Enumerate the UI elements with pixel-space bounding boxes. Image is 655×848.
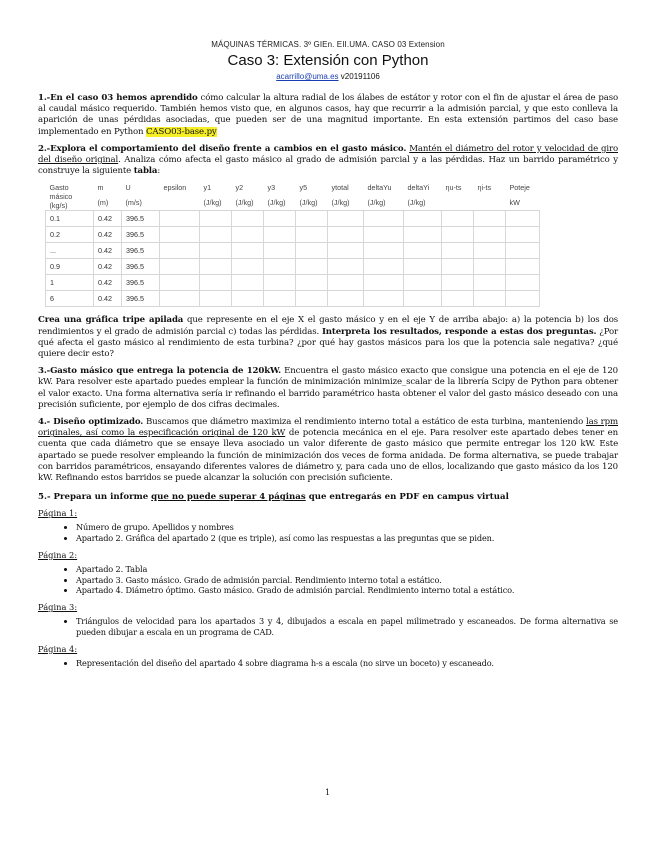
cell-mass-flow: 0.9	[46, 259, 94, 275]
section-1	[38, 93, 618, 138]
empty-cell	[264, 291, 296, 307]
empty-cell	[506, 211, 540, 227]
section-4-text: Buscamos que diámetro maximiza el rendimiento interno total a estático de esta turbina, manteniendo	[143, 417, 586, 428]
empty-cell	[264, 211, 296, 227]
interpret-heading: Interpreta los resultados, responde a estas dos preguntas.	[321, 326, 597, 337]
section-4-heading: 4.- Diseño optimizado.	[38, 417, 144, 428]
empty-cell	[506, 227, 540, 243]
empty-cell	[160, 291, 200, 307]
table-row	[46, 259, 540, 275]
header-cell	[160, 183, 200, 211]
header-unit: (J/kg)	[203, 198, 222, 208]
header-cell	[364, 183, 404, 211]
empty-cell	[506, 259, 540, 275]
empty-cell	[264, 259, 296, 275]
table-row	[46, 291, 540, 307]
empty-cell	[404, 291, 442, 307]
parametric-table	[45, 183, 540, 307]
empty-cell	[328, 211, 364, 227]
section-2-colon: :	[157, 166, 161, 177]
empty-cell	[506, 291, 540, 307]
header-top: ηu-ts	[445, 183, 462, 193]
empty-cell	[442, 211, 474, 227]
section-2-table-word: tabla	[133, 166, 158, 177]
empty-cell	[442, 243, 474, 259]
empty-cell	[474, 243, 506, 259]
section-5-text: 5.- Prepara un informe	[38, 492, 152, 503]
base-file-highlight: CASO03-base.py	[145, 126, 217, 137]
empty-cell	[160, 259, 200, 275]
cell-m: 0.42	[94, 291, 122, 307]
empty-cell	[506, 275, 540, 291]
header-top: Gasto másico	[49, 183, 73, 202]
empty-cell	[404, 227, 442, 243]
list-item: • Apartado 4. Diámetro óptimo. Gasto másico. Grado de admisión parcial. Rendimiento interno total a estático.	[76, 585, 618, 596]
page-number: 1	[324, 788, 331, 797]
header-unit: (J/kg)	[331, 198, 350, 208]
section-4	[38, 417, 618, 484]
empty-cell	[160, 211, 200, 227]
header-unit: (J/kg)	[267, 198, 286, 208]
table-header-row	[46, 183, 540, 211]
page-2-list	[38, 564, 618, 596]
header-unit: (J/kg)	[407, 198, 426, 208]
empty-cell	[232, 259, 264, 275]
header-cell	[122, 183, 160, 211]
header-unit: (J/kg)	[235, 198, 254, 208]
header-cell	[442, 183, 474, 211]
questions-text: ¿Por qué afecta el gasto másico al rendimiento de esta turbina? ¿por qué hay gastos másicos para los que la potencia sale negativa? ¿qué quiere decir esto?	[38, 326, 618, 360]
section-1-heading: 1.-En el caso 03 hemos aprendido	[38, 93, 198, 103]
list-item: • Triángulos de velocidad para los apartados 3 y 4, dibujados a escala en papel milimetrado y escaneados. De forma alternativa se pueden dibujar a escala en un programa de CAD.	[76, 616, 618, 638]
empty-cell	[296, 227, 328, 243]
cell-m: 0.42	[94, 243, 122, 259]
cell-u: 396.5	[122, 227, 160, 243]
empty-cell	[364, 227, 404, 243]
header-unit: kW	[509, 198, 520, 208]
empty-cell	[160, 243, 200, 259]
header-cell	[296, 183, 328, 211]
page-2-label: Página 2:	[38, 549, 78, 560]
empty-cell	[200, 211, 232, 227]
empty-cell	[232, 275, 264, 291]
header-top: epsilon	[163, 183, 187, 193]
cell-m: 0.42	[94, 211, 122, 227]
cell-mass-flow: 1	[46, 275, 94, 291]
empty-cell	[442, 227, 474, 243]
page-3-list	[38, 616, 618, 638]
page-3-label: Página 3:	[38, 602, 78, 613]
cell-m: 0.42	[94, 259, 122, 275]
page-4-list	[38, 658, 618, 669]
list-item: • Apartado 3. Gasto másico. Grado de admisión parcial. Rendimiento interno total a estático.	[76, 575, 618, 586]
cell-u: 396.5	[122, 259, 160, 275]
empty-cell	[200, 275, 232, 291]
empty-cell	[264, 227, 296, 243]
header-top: U	[125, 183, 131, 193]
empty-cell	[200, 259, 232, 275]
cell-mass-flow: 0.1	[46, 211, 94, 227]
empty-cell	[474, 275, 506, 291]
header-cell	[200, 183, 232, 211]
empty-cell	[404, 243, 442, 259]
section-4-underlined: las rpm originales, así como la especificación original de 120 kW	[38, 417, 618, 439]
empty-cell	[474, 211, 506, 227]
header-cell	[46, 183, 94, 211]
empty-cell	[200, 243, 232, 259]
page-1-label: Página 1:	[38, 508, 78, 519]
header-top: ytotal	[331, 183, 349, 193]
cell-u: 396.5	[122, 211, 160, 227]
empty-cell	[474, 227, 506, 243]
graph-instructions	[38, 315, 618, 360]
header-unit: (m/s)	[125, 198, 142, 208]
section-4-text-cont: de potencia mecánica en el eje. Para resolver este apartado debes tener en cuenta que cada diámetro que se ensaye lleva asociado un valor diferente de gasto másico que permite entregar los 120 kW. Este apartado se puede resolver empleando la función de minimización dos veces de forma anidada. De forma alternativa, se puede trabajar con barridos paramétricos, ensayando diferentes valores de diámetro y, para cada uno de ellos, localizando que gasto másico da los 120 kW. Refinando estos barridos se puede alcanzar la solución con precisión suficiente.	[38, 428, 618, 484]
document-page	[38, 40, 618, 669]
header-cell	[264, 183, 296, 211]
header-top: Poteje	[509, 183, 530, 193]
section-3-heading: 3.-Gasto másico que entrega la potencia de 120kW.	[38, 366, 282, 377]
section-2-underlined: Mantén el diámetro del rotor y velocidad de giro del diseño original	[38, 143, 618, 166]
header-unit: (kg/s)	[49, 201, 68, 211]
header-cell	[506, 183, 540, 211]
empty-cell	[160, 275, 200, 291]
empty-cell	[296, 211, 328, 227]
empty-cell	[442, 259, 474, 275]
graph-text: que represente en el eje X el gasto másico y en el eje Y de arriba abajo: a) la potencia b) los dos rendimientos y el grado de admisión parcial c) todas las pérdidas.	[38, 315, 618, 337]
empty-cell	[364, 259, 404, 275]
section-5-heading	[38, 492, 618, 502]
cell-m: 0.42	[94, 275, 122, 291]
header-top: y5	[299, 183, 308, 193]
list-item: • Representación del diseño del apartado 4 sobre diagrama h-s a escala (no sirve un boceto) y escaneado.	[76, 658, 618, 669]
empty-cell	[404, 211, 442, 227]
header-cell	[94, 183, 122, 211]
header-unit: (m)	[97, 198, 109, 208]
empty-cell	[474, 291, 506, 307]
cell-m: 0.42	[94, 227, 122, 243]
page-1-list	[38, 522, 618, 544]
empty-cell	[296, 275, 328, 291]
empty-cell	[364, 243, 404, 259]
empty-cell	[200, 291, 232, 307]
list-item: • Apartado 2. Tabla	[76, 564, 618, 575]
empty-cell	[328, 243, 364, 259]
section-5-text-end: que entregarás en PDF en campus virtual	[305, 492, 509, 503]
section-5-underlined: que no puede superar 4 páginas	[151, 492, 306, 503]
version-label: v20191106	[340, 72, 380, 81]
empty-cell	[474, 259, 506, 275]
header-top: y2	[235, 183, 244, 193]
cell-mass-flow: ...	[46, 243, 94, 259]
header-top: m	[97, 183, 104, 193]
section-2-text: . Analiza cómo afecta el gasto másico al grado de admisión parcial y a las pérdidas. Haz un barrido paramétrico y construye la siguiente	[38, 155, 618, 177]
document-title: Caso 3: Extensión con Python	[227, 52, 429, 69]
empty-cell	[200, 227, 232, 243]
author-line	[38, 72, 618, 81]
header-top: deltaYi	[407, 183, 430, 193]
header-top: ηi-ts	[477, 183, 492, 193]
empty-cell	[364, 275, 404, 291]
empty-cell	[364, 291, 404, 307]
course-header: MÁQUINAS TÉRMICAS. 3º GIEn. EII.UMA. CASO 03 Extension	[211, 40, 445, 49]
empty-cell	[232, 211, 264, 227]
table-row	[46, 227, 540, 243]
empty-cell	[364, 211, 404, 227]
section-2-heading: 2.-Explora el comportamiento del diseño frente a cambios en el gasto másico.	[38, 143, 407, 154]
empty-cell	[328, 275, 364, 291]
list-item: • Apartado 2. Gráfica del apartado 2 (que es triple), así como las respuestas a las preguntas que se piden.	[76, 533, 618, 544]
header-cell	[474, 183, 506, 211]
table-row	[46, 275, 540, 291]
header-unit: (J/kg)	[299, 198, 318, 208]
empty-cell	[404, 259, 442, 275]
header-top: y1	[203, 183, 212, 193]
header-cell	[404, 183, 442, 211]
empty-cell	[264, 275, 296, 291]
empty-cell	[264, 243, 296, 259]
empty-cell	[328, 291, 364, 307]
table-row	[46, 211, 540, 227]
cell-u: 396.5	[122, 291, 160, 307]
cell-mass-flow: 6	[46, 291, 94, 307]
cell-mass-flow: 0.2	[46, 227, 94, 243]
empty-cell	[442, 275, 474, 291]
list-item: • Número de grupo. Apellidos y nombres	[76, 522, 618, 533]
empty-cell	[328, 227, 364, 243]
header-cell	[328, 183, 364, 211]
empty-cell	[442, 291, 474, 307]
header-top: deltaYu	[367, 183, 392, 193]
header-cell	[232, 183, 264, 211]
empty-cell	[160, 227, 200, 243]
empty-cell	[296, 291, 328, 307]
section-3	[38, 366, 618, 411]
section-1-text: cómo calcular la altura radial de los álabes de estátor y rotor con el fin de ajustar el área de paso al caudal másico requerido. También hemos visto que, en algunos casos, hay que recurrir a la admisión parcial, y que esto conlleva la aparición de unas pérdidas asociadas, que pueden ser de una magnitud importante. En esta extensión partimos del caso base implementado en Python	[38, 93, 618, 137]
empty-cell	[296, 243, 328, 259]
author-email-link[interactable]: acarrillo@uma.es	[276, 72, 339, 81]
empty-cell	[296, 259, 328, 275]
header-unit: (J/kg)	[367, 198, 386, 208]
empty-cell	[232, 291, 264, 307]
graph-heading: Crea una gráfica tripe apilada	[38, 315, 184, 326]
page-4-label: Página 4:	[38, 643, 78, 654]
empty-cell	[232, 227, 264, 243]
section-3-text: Encuentra el gasto másico exacto que consigue una potencia en el eje de 120 kW. Para resolver este apartado puedes emplear la función de minimización minimize_scalar de la librería Scipy de Python para obtener el valor exacto. Una forma alternativa sería ir refinando el barrido paramétrico hasta obtener el valor del gasto másico deseado con una precisión suficiente, por ejemplo de dos cifras decimales.	[38, 366, 618, 410]
empty-cell	[328, 259, 364, 275]
section-2	[38, 144, 618, 178]
header-top: y3	[267, 183, 276, 193]
table-row	[46, 243, 540, 259]
cell-u: 396.5	[122, 243, 160, 259]
empty-cell	[232, 243, 264, 259]
empty-cell	[404, 275, 442, 291]
empty-cell	[506, 243, 540, 259]
cell-u: 396.5	[122, 275, 160, 291]
